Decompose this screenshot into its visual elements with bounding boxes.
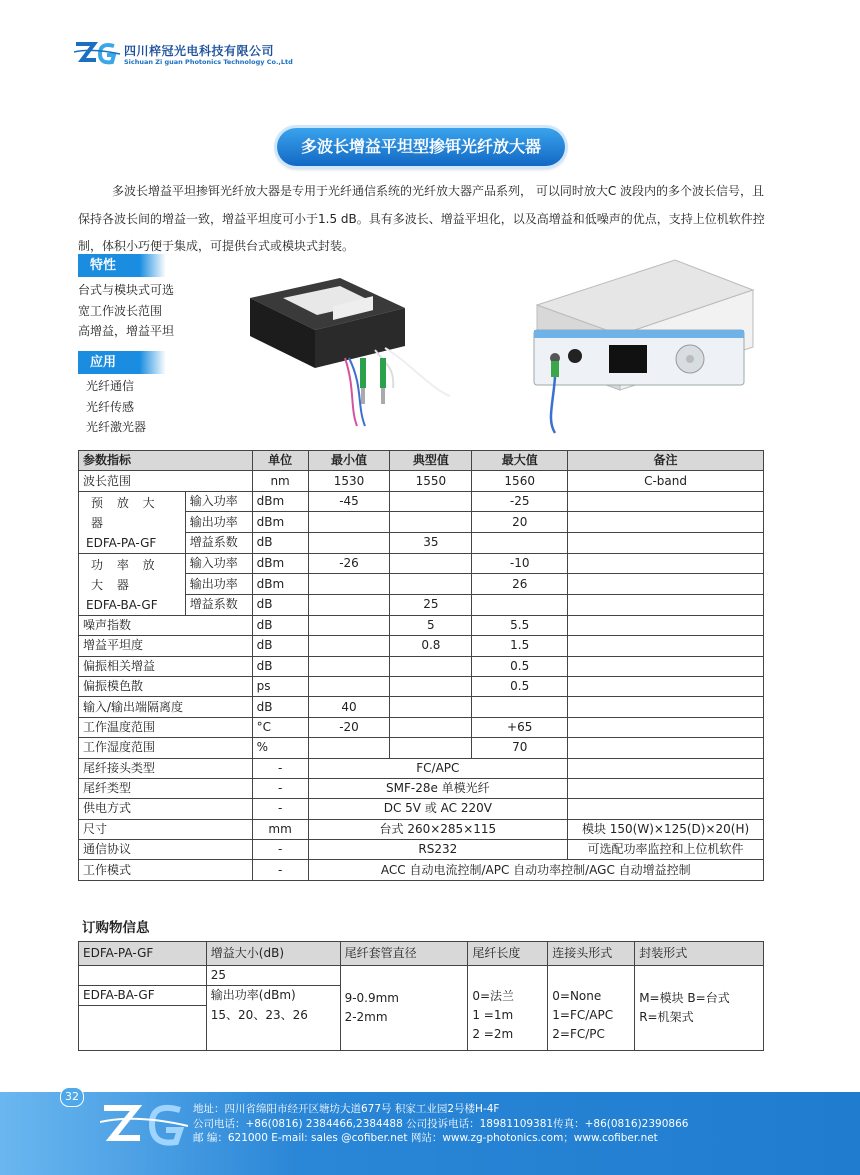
applications-list bbox=[86, 376, 146, 438]
col-header-min: 最小值 bbox=[308, 451, 390, 471]
company-name-cn: 四川梓冠光电科技有限公司 bbox=[124, 44, 275, 58]
list-item: 光纤激光器 bbox=[86, 420, 147, 434]
table-row: 波长范围 nm 1530 1550 1560 C-band bbox=[79, 471, 764, 491]
col-header-param: 参数指标 bbox=[79, 451, 253, 471]
table-header-row: EDFA-PA-GF 增益大小(dB) 尾纤套管直径 尾纤长度 连接头形式 封装形式 bbox=[79, 942, 764, 966]
table-row: 工作温度范围 °C -20 +65 bbox=[79, 717, 764, 737]
features-heading: 特性 bbox=[78, 254, 166, 277]
table-row: 输出功率 dBm 26 bbox=[79, 574, 764, 595]
company-name-en: Sichuan Zi guan Photonics Technology Co.,Ltd bbox=[124, 58, 293, 66]
footer-address: 地址：四川省绵阳市经开区塘坊大道677号 积家工业园2号楼H-4F bbox=[193, 1103, 500, 1115]
ferrule-cell: 9-0.9mm 2-2mm bbox=[340, 966, 468, 1051]
col-header-typ: 典型值 bbox=[390, 451, 472, 471]
pre-amp-group-cell: 预 放 大 器 EDFA-PA-GF bbox=[79, 491, 186, 553]
table-row: 增益系数 dB 25 bbox=[79, 595, 764, 616]
table-row: 尾纤类型 - SMF-28e 单模光纤 bbox=[79, 778, 764, 798]
page-number: 32 bbox=[60, 1087, 84, 1107]
features-list bbox=[78, 280, 174, 342]
col-header-note: 备注 bbox=[568, 451, 764, 471]
col-header-unit: 单位 bbox=[252, 451, 308, 471]
table-row: 噪声指数 dB 5 5.5 bbox=[79, 615, 764, 635]
table-row: 供电方式 - DC 5V 或 AC 220V bbox=[79, 799, 764, 819]
table-row: 偏振相关增益 dB 0.5 bbox=[79, 656, 764, 676]
connector-cell: 0=None 1=FC/APC 2=FC/PC bbox=[548, 966, 635, 1051]
footer-email: 邮 编：621000 E-mail: sales @cofiber.net 网站：www.zg-photonics.com；www.cofiber.net bbox=[193, 1132, 658, 1144]
table-row: 尾纤接头类型 - FC/APC bbox=[79, 758, 764, 778]
list-item: 宽工作波长范围 bbox=[78, 303, 163, 318]
benchtop-amplifier-photo bbox=[525, 255, 765, 435]
list-item: 光纤通信 bbox=[86, 379, 135, 393]
table-row: 工作湿度范围 % 70 bbox=[79, 738, 764, 758]
list-item: 高增益，增益平坦 bbox=[78, 324, 175, 338]
company-logo-icon bbox=[74, 40, 122, 68]
package-cell: M=模块 B=台式 R=机架式 bbox=[635, 966, 764, 1051]
table-row: 功 率 放 大 器 EDFA-BA-GF 输入功率 dBm -26 -10 bbox=[79, 553, 764, 574]
footer-phone: 公司电话：+86(0816) 2384466,2384488 公司投诉电话：18981109381传真：+86(0816)2390866 bbox=[193, 1117, 689, 1130]
list-item: 台式与模块式可选 bbox=[78, 283, 175, 297]
booster-group-cell: 功 率 放 大 器 EDFA-BA-GF bbox=[79, 553, 186, 615]
table-row: 25 9-0.9mm 2-2mm 0=法兰 1 =1m 2 =2m 0=None 1=FC/APC 2=FC/PC M=模块 B=台式 R=机架式 bbox=[79, 966, 764, 986]
table-row: 输入/输出端隔离度 dB 40 bbox=[79, 697, 764, 717]
table-row: 15、20、23、26 bbox=[79, 1006, 764, 1051]
table-header-row bbox=[79, 451, 764, 471]
table-row: 工作模式 - ACC 自动电流控制/APC 自动功率控制/AGC 自动增益控制 bbox=[79, 860, 764, 880]
footer-logo-icon bbox=[100, 1100, 190, 1152]
spec-table bbox=[78, 450, 764, 881]
table-row: 尺寸 mm 台式 260×285×115 模块 150(W)×125(D)×20(H) bbox=[79, 819, 764, 839]
order-section-title: 订购物信息 bbox=[82, 920, 150, 936]
applications-heading: 应用 bbox=[78, 351, 166, 374]
length-cell: 0=法兰 1 =1m 2 =2m bbox=[468, 966, 548, 1051]
table-row: EDFA-BA-GF 输出功率(dBm) bbox=[79, 986, 764, 1006]
page-title: 多波长增益平坦型掺铒光纤放大器 bbox=[277, 128, 565, 166]
col-header-max: 最大值 bbox=[472, 451, 568, 471]
order-table bbox=[78, 941, 764, 1051]
module-amplifier-photo bbox=[245, 268, 455, 433]
table-row: 偏振模色散 ps 0.5 bbox=[79, 676, 764, 696]
intro-paragraph: 多波长增益平坦掺铒光纤放大器是专用于光纤通信系统的光纤放大器产品系列， 可以同时放大C 波段内的多个波长信号，且保持各波长间的增益一致，增益平坦度可小于1.5 dB。具有多波长、增益平坦化，以及高增益和低噪声的优点，支持上位机软件控制，体积小巧便于集成，可提供台式或模块式封装。 bbox=[78, 184, 765, 253]
list-item: 光纤传感 bbox=[86, 399, 135, 414]
table-row: 增益平坦度 dB 0.8 1.5 bbox=[79, 636, 764, 656]
table-row: 通信协议 - RS232 可选配功率监控和上位机软件 bbox=[79, 840, 764, 860]
table-row: 输出功率 dBm 20 bbox=[79, 512, 764, 533]
table-row: 预 放 大 器 EDFA-PA-GF 输入功率 dBm -45 -25 bbox=[79, 491, 764, 512]
footer-contact bbox=[193, 1102, 688, 1146]
table-row: 增益系数 dB 35 bbox=[79, 533, 764, 554]
